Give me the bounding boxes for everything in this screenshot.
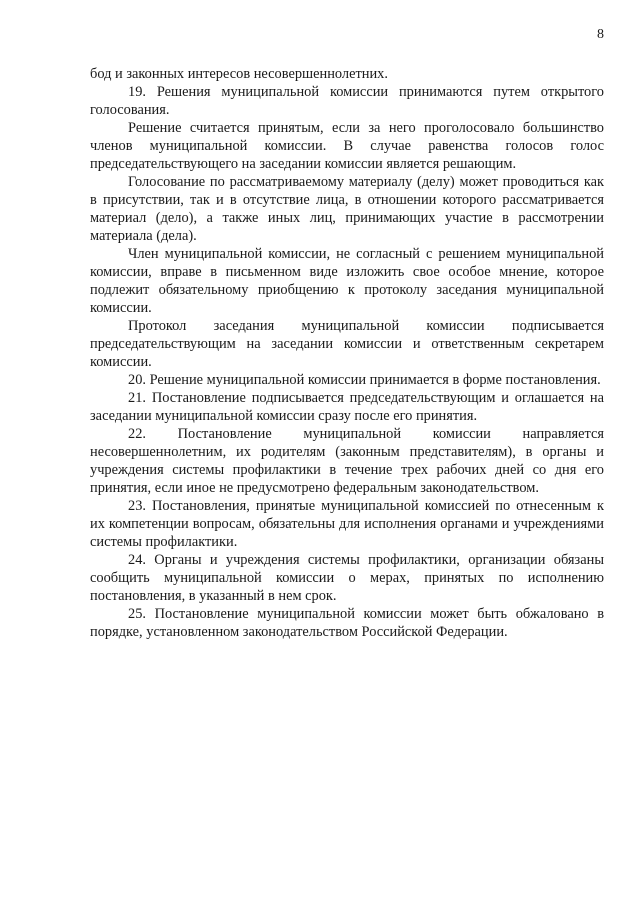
paragraph-item-23: 23. Постановления, принятые муниципальной комиссией по отнесенным к их компетенции вопросам, обязательны для исполнения органами и учреждениями системы профилактики. (90, 498, 604, 550)
paragraph-dissenting-opinion: Член муниципальной комиссии, не согласный с решением муниципальной комиссии, вправе в письменном виде изложить свое особое мнение, которое подлежит обязательному приобщению к протоколу заседания муниципальной комиссии. (90, 246, 604, 316)
paragraph-item-25: 25. Постановление муниципальной комиссии может быть обжаловано в порядке, установленном законодательством Российской Федерации. (90, 606, 604, 640)
paragraph-decision-majority: Решение считается принятым, если за него проголосовало большинство членов муниципальной комиссии. В случае равенства голосов голос председательствующего на заседании комиссии является решающим. (90, 120, 604, 172)
paragraph-item-22: 22. Постановление муниципальной комиссии направляется несовершеннолетним, их родителям (законным представителям), в органы и учреждения системы профилактики в течение трех рабочих дней со дня его принятия, если иное не предусмотрено федеральным законодательством. (90, 426, 604, 496)
paragraph-item-19: 19. Решения муниципальной комиссии принимаются путем открытого голосования. (90, 84, 604, 118)
paragraph-item-20: 20. Решение муниципальной комиссии принимается в форме постановления. (128, 372, 601, 388)
paragraph-protocol-signing: Протокол заседания муниципальной комиссии подписывается председательствующим на заседании комиссии и ответственным секретарем комиссии. (90, 318, 604, 370)
page-number: 8 (597, 27, 604, 42)
paragraph-item-21: 21. Постановление подписывается председательствующим и оглашается на заседании муниципальной комиссии сразу после его принятия. (90, 390, 604, 424)
paragraph-continuation: бод и законных интересов несовершеннолетних. (90, 66, 388, 82)
body-text (90, 65, 604, 641)
paragraph-voting-presence: Голосование по рассматриваемому материалу (делу) может проводиться как в присутствии, так и в отсутствие лица, в отношении которого рассматривается материал (дело), а также иных лиц, принимающих участие в рассмотрении материала (дела). (90, 174, 604, 244)
paragraph-item-24: 24. Органы и учреждения системы профилактики, организации обязаны сообщить муниципальной комиссии о мерах, принятых по исполнению постановления, в указанный в нем срок. (90, 552, 604, 604)
